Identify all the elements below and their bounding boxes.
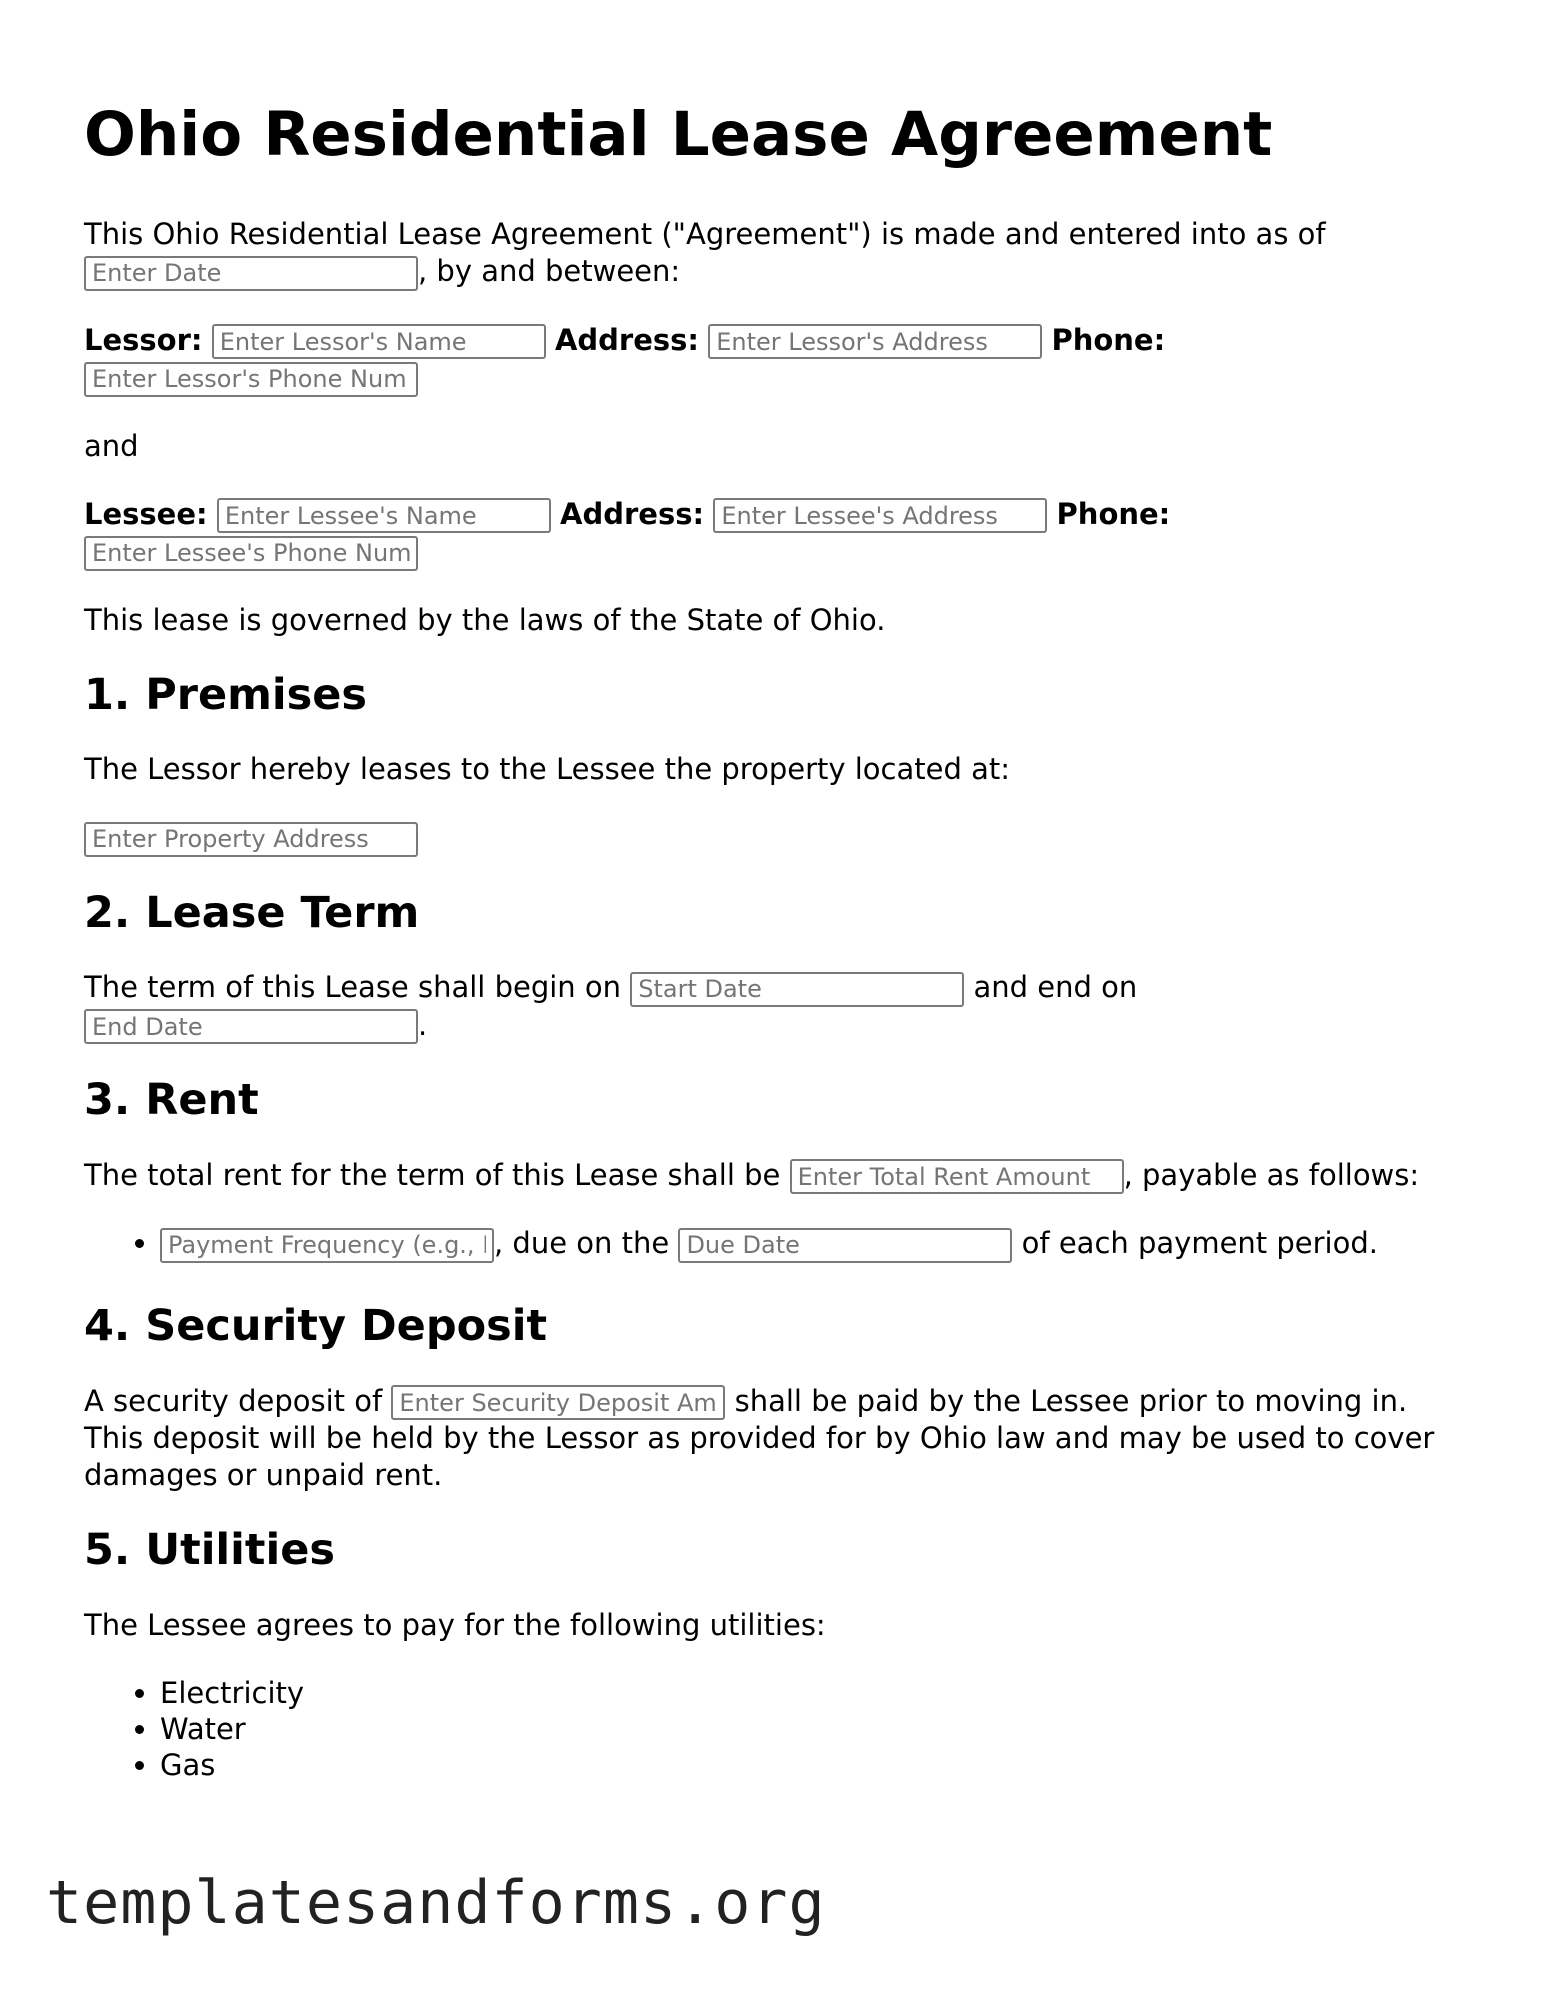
period-text: of each payment period. <box>1021 1226 1378 1261</box>
and-text: and <box>84 428 139 463</box>
list-item: • Gas <box>160 1747 1464 1783</box>
utilities-list <box>84 1675 1464 1783</box>
lessor-address-input[interactable] <box>708 324 1042 359</box>
premises-heading: 1. Premises <box>84 669 368 720</box>
total-rent-input[interactable] <box>790 1159 1124 1194</box>
lessor-address-label: Address: <box>554 322 699 357</box>
lessor-row <box>84 322 1464 397</box>
list-item: • Water <box>160 1711 1464 1747</box>
agreement-date-input[interactable] <box>84 256 418 291</box>
lessee-row <box>84 496 1464 571</box>
lessor-name-input[interactable] <box>212 324 546 359</box>
security-deposit-input[interactable] <box>391 1385 725 1420</box>
lease-term-heading: 2. Lease Term <box>84 887 420 938</box>
deposit-text: A security deposit of <box>84 1383 383 1418</box>
lessee-address-input[interactable] <box>713 498 1047 533</box>
lease-term-end-text: . <box>418 1007 428 1042</box>
due-date-input[interactable] <box>678 1228 1012 1263</box>
security-deposit-paragraph <box>84 1383 1464 1495</box>
security-deposit-heading: 4. Security Deposit <box>84 1300 548 1351</box>
due-text: , due on the <box>494 1226 670 1261</box>
rent-text: The total rent for the term of this Lease shall be <box>84 1157 781 1192</box>
rent-paragraph <box>84 1157 1464 1195</box>
lessor-phone-label: Phone: <box>1051 322 1166 357</box>
premises-text: The Lessor hereby leases to the Lessee the property located at: <box>84 752 1011 787</box>
lessor-phone-input[interactable] <box>84 362 418 397</box>
lessor-label: Lessor: <box>84 322 203 357</box>
lessee-phone-label: Phone: <box>1056 496 1171 531</box>
utilities-heading: 5. Utilities <box>84 1525 335 1576</box>
start-date-input[interactable] <box>630 972 964 1007</box>
lease-term-text: The term of this Lease shall begin on <box>84 970 622 1005</box>
rent-terms-list <box>84 1225 1464 1263</box>
list-item <box>160 1225 1464 1263</box>
intro-paragraph <box>84 216 1464 291</box>
rent-heading: 3. Rent <box>84 1075 259 1126</box>
end-date-input[interactable] <box>84 1009 418 1044</box>
property-address-input[interactable] <box>84 822 418 857</box>
watermark: templatesandforms.org <box>46 1868 826 1938</box>
lessee-phone-input[interactable] <box>84 536 418 571</box>
lessee-address-label: Address: <box>560 496 705 531</box>
lease-term-paragraph <box>84 969 1464 1044</box>
lessee-name-input[interactable] <box>217 498 551 533</box>
rent-text-after: , payable as follows: <box>1123 1157 1420 1192</box>
lease-document <box>84 100 1464 1821</box>
lessee-label: Lessee: <box>84 496 208 531</box>
governing-law-text: This lease is governed by the laws of the State of Ohio. <box>84 602 886 637</box>
utilities-text: The Lessee agrees to pay for the following utilities: <box>84 1607 826 1642</box>
payment-frequency-input[interactable] <box>160 1228 494 1263</box>
intro-text: This Ohio Residential Lease Agreement ("Agreement") is made and entered into as of <box>84 217 1326 252</box>
premises-field-row <box>84 819 1464 857</box>
page-title: Ohio Residential Lease Agreement <box>84 99 1273 170</box>
lease-term-middle-text: and end on <box>973 970 1138 1005</box>
deposit-text-after: shall be paid by the Lessee prior to moving in. This deposit will be held by the Lessor as provided for by Ohio law and may be used to cover damages or unpaid rent. <box>84 1383 1435 1493</box>
list-item: • Electricity <box>160 1675 1464 1711</box>
intro-text-after: , by and between: <box>418 254 681 289</box>
